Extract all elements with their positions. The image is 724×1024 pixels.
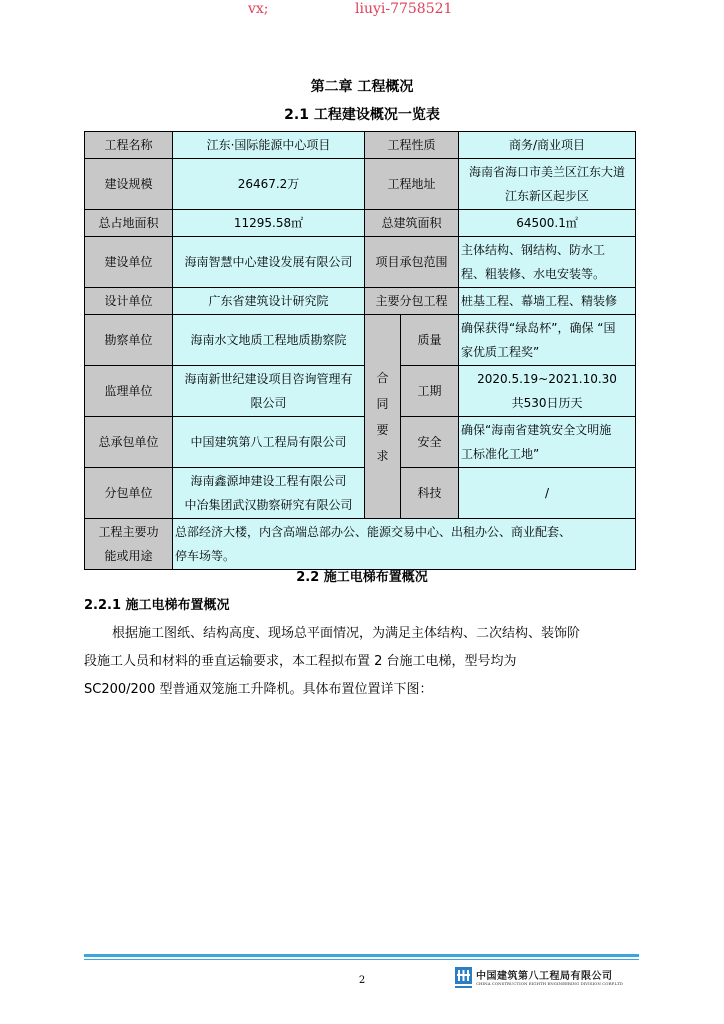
paragraph-line: 段施工人员和材料的垂直运输要求，本工程拟布置 2 台施工电梯，型号均为 — [84, 654, 517, 669]
paragraph-line: SC200/200 型普通双笼施工升降机。具体布置位置详下图： — [84, 682, 433, 697]
paragraph-text: 根据施工图纸、结构高度、现场总平面情况，为满足主体结构、二次结构、装饰阶 — [112, 626, 581, 641]
table-label: 项目承包范围 — [365, 237, 459, 288]
table-label: 主要分包工程 — [365, 288, 459, 315]
table-label: 工程地址 — [365, 159, 459, 210]
cell-line: 2020.5.19~2021.10.30 — [477, 372, 617, 386]
cell-line: 海南鑫源坤建设工程有限公司 — [190, 474, 347, 488]
table-cell — [173, 366, 365, 417]
paragraph-line — [84, 620, 639, 648]
table-label: 总建筑面积 — [365, 210, 459, 237]
cell-line: 确保获得“绿岛杯”，确保 “国 — [461, 321, 616, 335]
table-row — [85, 237, 636, 288]
table-cell — [173, 468, 365, 519]
cell-line: 共530日历天 — [511, 396, 583, 410]
vertical-char: 同 — [376, 396, 389, 411]
table-label: 建设单位 — [85, 237, 173, 288]
table-label: 建设规模 — [85, 159, 173, 210]
table-label: 工程性质 — [365, 132, 459, 159]
table-label: 总占地面积 — [85, 210, 173, 237]
table-row — [85, 315, 636, 366]
chapter-title: 第二章 工程概况 — [310, 79, 414, 95]
table-label: 质量 — [401, 315, 459, 366]
cell-line: 限公司 — [250, 396, 287, 410]
table-cell: 26467.2万 — [173, 159, 365, 210]
table-row — [85, 366, 636, 417]
table-label: 设计单位 — [85, 288, 173, 315]
table-label — [85, 519, 173, 570]
cell-line: 确保“海南省建筑安全文明施 — [461, 423, 612, 437]
cell-line: 总部经济大楼，内含高端总部办公、能源交易中心、出租办公、商业配套、 — [175, 525, 572, 539]
table-label: 工期 — [401, 366, 459, 417]
cell-line: 能或用途 — [104, 549, 153, 563]
vertical-char: 要 — [376, 422, 389, 437]
cell-line: 中冶集团武汉勘察研究有限公司 — [184, 498, 353, 512]
table-cell: 海南水文地质工程地质勘察院 — [173, 315, 365, 366]
vertical-char: 求 — [376, 448, 389, 463]
table-row — [85, 159, 636, 210]
cscec-logo-icon — [455, 967, 472, 989]
logo-english-name: CHINA CONSTRUCTION EIGHTH ENGINEERING DIVISION CORP.LTD — [476, 981, 623, 986]
table-cell — [459, 417, 636, 468]
table-label: 监理单位 — [85, 366, 173, 417]
watermark — [0, 0, 724, 22]
table-label: 科技 — [401, 468, 459, 519]
section-2-2-title: 2.2 施工电梯布置概况 — [296, 570, 428, 585]
cell-line: 家优质工程奖” — [461, 345, 540, 359]
watermark-left: vx; — [248, 1, 269, 17]
table-label: 工程名称 — [85, 132, 173, 159]
cell-line: 主体结构、钢结构、防水工 — [461, 243, 606, 257]
cell-line: 工标准化工地” — [461, 447, 540, 461]
table-cell — [459, 159, 636, 210]
table-cell: 江东·国际能源中心项目 — [173, 132, 365, 159]
table-cell: 广东省建筑设计研究院 — [173, 288, 365, 315]
table-label: 分包单位 — [85, 468, 173, 519]
table-row — [85, 288, 636, 315]
table-label: 勘察单位 — [85, 315, 173, 366]
cell-line: 程、粗装修、水电安装等。 — [461, 267, 606, 281]
cell-line: 江东新区起步区 — [505, 189, 590, 203]
table-cell: / — [459, 468, 636, 519]
footer-rule — [84, 954, 639, 957]
cell-line: 工程主要功 — [98, 525, 159, 539]
table-label: 总承包单位 — [85, 417, 173, 468]
company-logo — [455, 967, 640, 991]
table-row — [85, 210, 636, 237]
table-cell — [459, 237, 636, 288]
cell-line: 停车场等。 — [175, 549, 236, 563]
section-title: 2.1 工程建设概况一览表 — [284, 107, 440, 123]
table-row — [85, 519, 636, 570]
cell-line: 海南省海口市美兰区江东大道 — [469, 165, 626, 179]
table-cell: 商务/商业项目 — [459, 132, 636, 159]
table-row — [85, 417, 636, 468]
footer-rule-thin — [84, 959, 639, 960]
table-cell: 64500.1㎡ — [459, 210, 636, 237]
body-paragraph — [84, 620, 639, 704]
subsection-2-2-1-title: 2.2.1 施工电梯布置概况 — [84, 598, 230, 613]
table-cell: 11295.58㎡ — [173, 210, 365, 237]
table-cell: 海南智慧中心建设发展有限公司 — [173, 237, 365, 288]
vertical-char: 合 — [376, 370, 389, 385]
table-cell — [459, 315, 636, 366]
contract-requirements-label — [365, 315, 401, 519]
table-cell — [173, 519, 636, 570]
table-cell: 中国建筑第八工程局有限公司 — [173, 417, 365, 468]
cell-line: 海南新世纪建设项目咨询管理有 — [184, 372, 353, 386]
table-row — [85, 132, 636, 159]
logo-chinese-name: 中国建筑第八工程局有限公司 — [476, 971, 613, 982]
page-number: 2 — [358, 975, 366, 986]
table-cell — [459, 366, 636, 417]
table-cell: 桩基工程、幕墙工程、精装修 — [459, 288, 636, 315]
table-row — [85, 468, 636, 519]
project-overview-table — [84, 131, 636, 570]
watermark-right: liuyi-7758521 — [355, 1, 453, 17]
table-label: 安全 — [401, 417, 459, 468]
